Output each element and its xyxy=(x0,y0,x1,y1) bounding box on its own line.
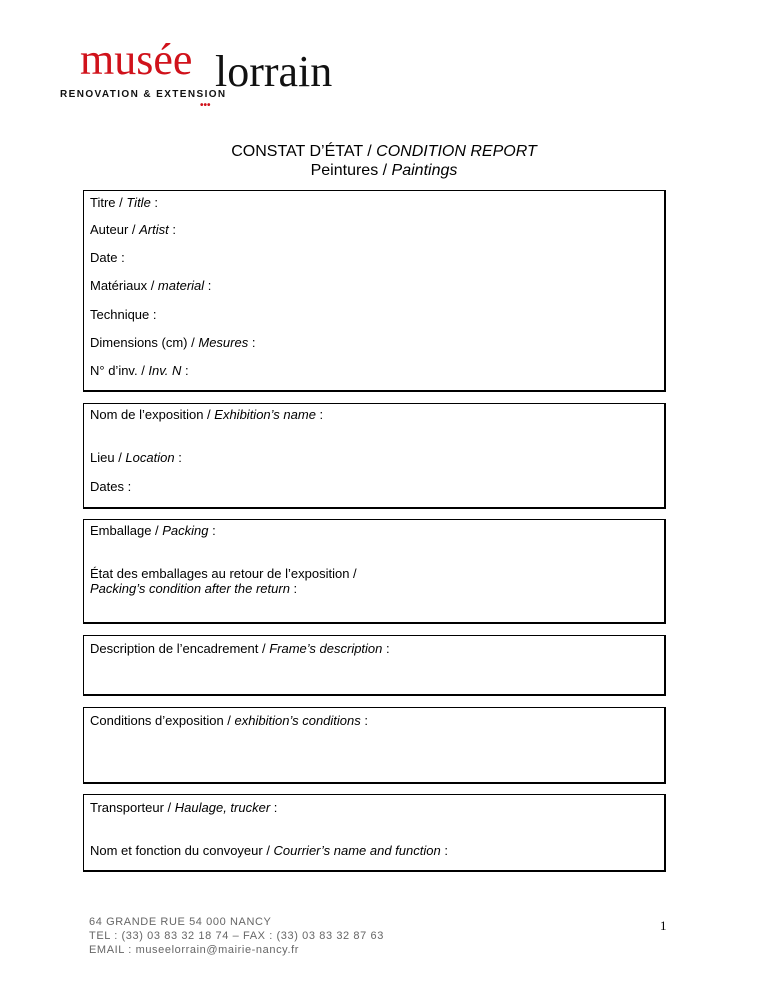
document-title xyxy=(0,142,768,180)
object-info-box xyxy=(83,190,666,392)
field-packing: Emballage / Packing : xyxy=(90,523,216,538)
field-packing-condition-fr: État des emballages au retour de l’exposition / xyxy=(90,566,357,581)
musee-lorrain-logo xyxy=(60,35,380,113)
field-packing-condition-en: Packing’s condition after the return : xyxy=(90,581,298,596)
title-line-2: Peintures / Paintings xyxy=(310,162,458,179)
field-inventory-number: N° d’inv. / Inv. N : xyxy=(90,363,189,378)
field-location: Lieu / Location : xyxy=(90,450,182,465)
footer-phone-fax: TEL : (33) 03 83 32 18 74 – FAX : (33) 03 83 32 87 63 xyxy=(89,930,384,942)
field-frame-description: Description de l’encadrement / Frame’s description : xyxy=(90,641,390,656)
field-courier: Nom et fonction du convoyeur / Courrier’s name and function : xyxy=(90,843,448,858)
title-line-1: CONSTAT D’ÉTAT / CONDITION REPORT xyxy=(231,143,537,160)
footer-address: 64 GRANDE RUE 54 000 NANCY xyxy=(89,916,272,928)
field-material: Matériaux / material : xyxy=(90,278,212,293)
transport-box xyxy=(83,794,666,872)
field-exhibition-conditions: Conditions d’exposition / exhibition’s conditions : xyxy=(90,713,368,728)
logo-word-lorrain: lorrain xyxy=(215,47,333,96)
exhibition-box xyxy=(83,403,666,509)
footer-contact xyxy=(89,915,384,956)
field-dimensions: Dimensions (cm) / Mesures : xyxy=(90,335,256,350)
logo-word-musee: musée xyxy=(80,35,193,84)
field-exhibition-name: Nom de l’exposition / Exhibition’s name : xyxy=(90,407,324,422)
field-artist: Auteur / Artist : xyxy=(90,222,176,237)
logo-dots: ••• xyxy=(200,100,211,111)
field-technique: Technique : xyxy=(90,307,157,322)
field-dates: Dates : xyxy=(90,479,132,494)
frame-description-box xyxy=(83,635,666,696)
field-haulage: Transporteur / Haulage, trucker : xyxy=(90,800,278,815)
packing-box xyxy=(83,519,666,624)
field-date: Date : xyxy=(90,250,125,265)
logo-tagline: RENOVATION & EXTENSION xyxy=(60,89,227,100)
exhibition-conditions-box xyxy=(83,707,666,784)
field-title: Titre / Title : xyxy=(90,195,159,210)
page-number: 1 xyxy=(660,918,667,933)
footer-email: EMAIL : museelorrain@mairie-nancy.fr xyxy=(89,944,300,956)
